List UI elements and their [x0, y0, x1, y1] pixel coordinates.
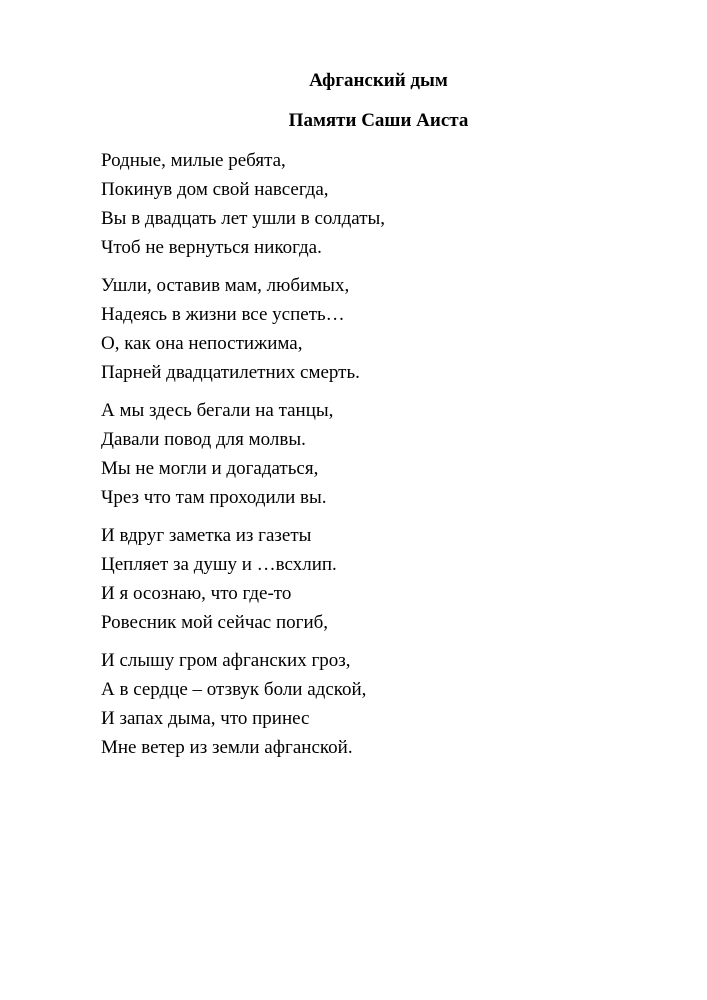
poem-line: Чтоб не вернуться никогда.: [101, 237, 322, 258]
stanza-4: [101, 521, 337, 637]
stanza-1: [101, 146, 385, 262]
poem-line: Давали повод для молвы.: [101, 429, 306, 450]
poem-line: Ровесник мой сейчас погиб,: [101, 612, 329, 633]
poem-line: Родные, милые ребята,: [101, 150, 286, 171]
poem-line: Мне ветер из земли афганской.: [101, 737, 353, 758]
poem-line: Вы в двадцать лет ушли в солдаты,: [101, 208, 386, 229]
poem-line: И слышу гром афганских гроз,: [101, 650, 351, 671]
poem-line: О, как она непостижима,: [101, 333, 303, 354]
poem-line: Цепляет за душу и …всхлип.: [101, 554, 337, 575]
poem-line: Чрез что там проходили вы.: [101, 487, 327, 508]
poem-line: И вдруг заметка из газеты: [101, 525, 312, 546]
poem-dedication: Памяти Саши Аиста: [288, 110, 469, 131]
poem-line: А мы здесь бегали на танцы,: [101, 400, 334, 421]
poem-line: А в сердце – отзвук боли адской,: [101, 679, 367, 700]
poem-title: Афганский дым: [309, 70, 448, 91]
poem-line: Парней двадцатилетних смерть.: [101, 362, 360, 383]
poem-line: Покинув дом свой навсегда,: [101, 179, 329, 200]
poem-line: И я осознаю, что где-то: [101, 583, 292, 604]
poem-line: Мы не могли и догадаться,: [101, 458, 319, 479]
poem-line: Ушли, оставив мам, любимых,: [101, 275, 350, 296]
stanza-2: [101, 271, 360, 387]
poem-line: Надеясь в жизни все успеть…: [101, 304, 345, 325]
poem-line: И запах дыма, что принес: [101, 708, 310, 729]
stanza-5: [101, 646, 366, 762]
stanza-3: [101, 396, 333, 512]
